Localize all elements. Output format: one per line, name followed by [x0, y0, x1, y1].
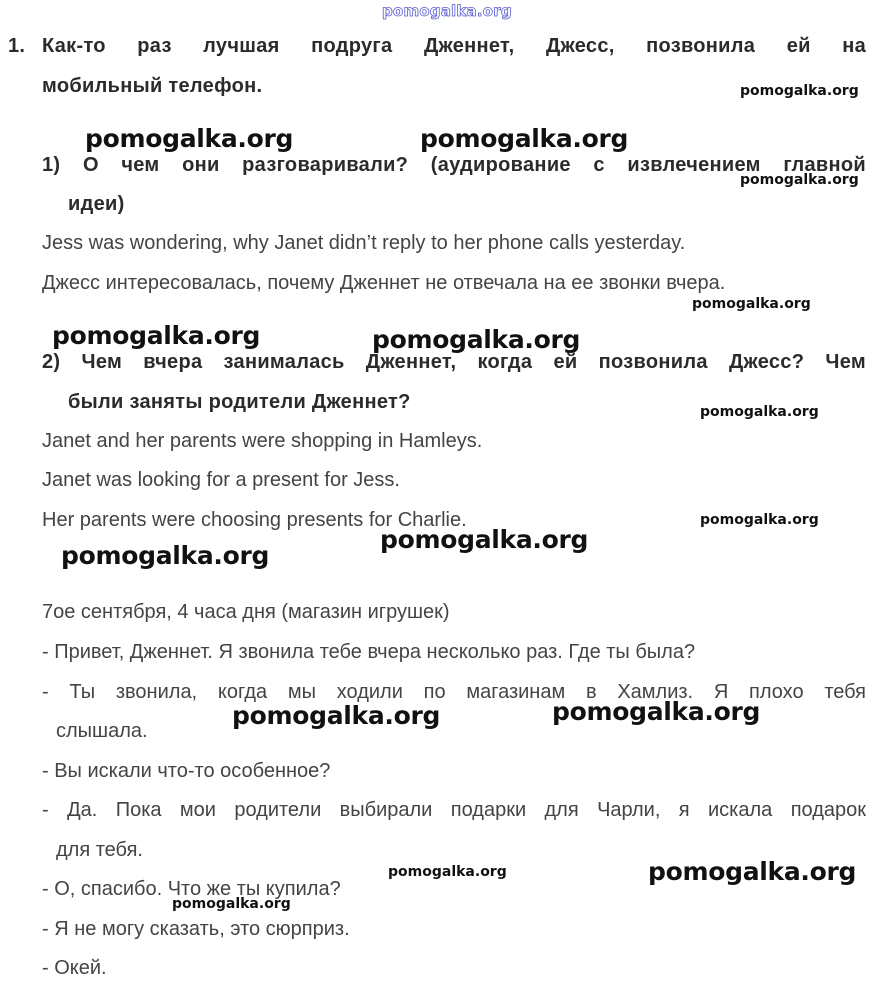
dialog-line: - О, спасибо. Что же ты купила? — [42, 878, 341, 900]
question-2-line1: 2) Чем вчера занималась Дженнет, когда ей позвонила Джесс? Чем — [42, 351, 866, 373]
answer-2-line: Janet and her parents were shopping in Hamleys. — [42, 430, 483, 452]
dialog-line: - Окей. — [42, 957, 107, 979]
watermark: pomogalka.org — [85, 124, 294, 153]
dialog-line: - Ты звонила, когда мы ходили по магазинам в Хамлиз. Я плохо тебя — [42, 681, 866, 703]
question-1-line2: идеи) — [68, 193, 125, 215]
dialog-line-continued: для тебя. — [56, 839, 143, 861]
watermark: pomogalka.org — [420, 124, 629, 153]
watermark-top: pomogalka.org — [382, 2, 512, 20]
dialog-line: - Да. Пока мои родители выбирали подарки для Чарли, я искала подарок — [42, 799, 866, 821]
watermark: pomogalka.org — [700, 512, 819, 528]
dialog-line-continued: слышала. — [56, 720, 148, 742]
watermark: pomogalka.org — [648, 857, 857, 886]
watermark: pomogalka.org — [372, 325, 581, 354]
watermark: pomogalka.org — [692, 296, 811, 312]
question-2-line2: были заняты родители Дженнет? — [68, 391, 411, 413]
answer-1-english: Jess was wondering, why Janet didn’t reply to her phone calls yesterday. — [42, 232, 686, 254]
task-text-line1: Как-то раз лучшая подруга Дженнет, Джесс, позвонила ей на — [42, 35, 866, 57]
watermark: pomogalka.org — [388, 864, 507, 880]
watermark: pomogalka.org — [61, 541, 270, 570]
answer-1-russian: Джесс интересовалась, почему Дженнет не отвечала на ее звонки вчера. — [42, 272, 726, 294]
watermark: pomogalka.org — [380, 525, 589, 554]
watermark: pomogalka.org — [740, 83, 859, 99]
watermark: pomogalka.org — [172, 896, 291, 912]
task-number: 1. — [8, 35, 26, 57]
dialog-line: - Привет, Дженнет. Я звонила тебе вчера несколько раз. Где ты была? — [42, 641, 696, 663]
watermark: pomogalka.org — [232, 701, 441, 730]
watermark: pomogalka.org — [552, 697, 761, 726]
watermark: pomogalka.org — [52, 321, 261, 350]
answer-2-line: Her parents were choosing presents for Charlie. — [42, 509, 467, 531]
dialog-line: - Вы искали что-то особенное? — [42, 760, 331, 782]
dialog-heading: 7ое сентября, 4 часа дня (магазин игрушек) — [42, 601, 450, 623]
answer-2-line: Janet was looking for a present for Jess. — [42, 469, 400, 491]
task-text-line2: мобильный телефон. — [42, 75, 263, 97]
watermark: pomogalka.org — [700, 404, 819, 420]
watermark: pomogalka.org — [740, 172, 859, 188]
question-1-line1: 1) О чем они разговаривали? (аудирование с извлечением главной — [42, 154, 866, 176]
dialog-line: - Я не могу сказать, это сюрприз. — [42, 918, 350, 940]
